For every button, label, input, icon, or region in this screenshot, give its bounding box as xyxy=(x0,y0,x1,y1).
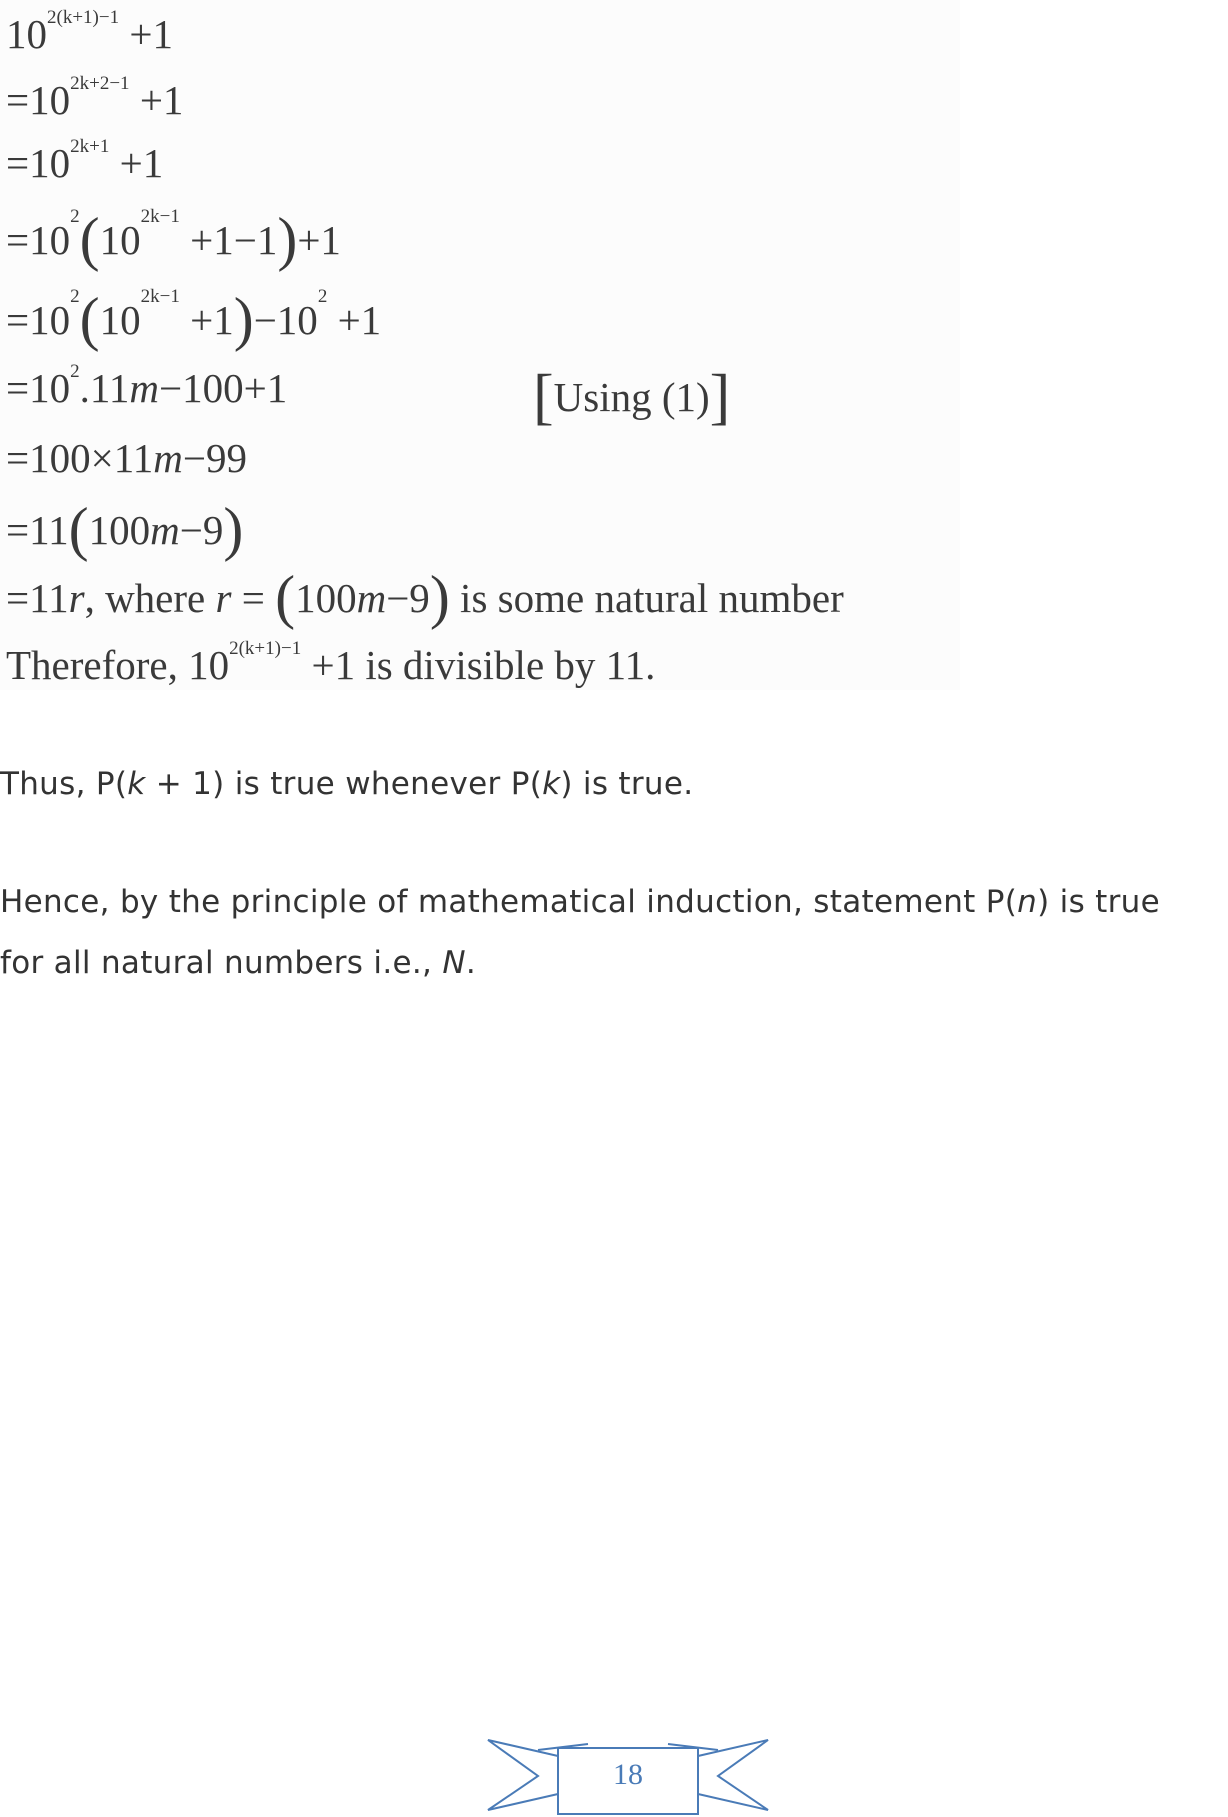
eq-text: , where xyxy=(84,575,216,621)
para-variable: k xyxy=(127,766,146,802)
equation-line-8 xyxy=(6,496,244,562)
eq-text: +1 is divisible by 11. xyxy=(301,642,656,688)
eq-variable: m xyxy=(129,365,159,411)
eq-text: =10 xyxy=(6,140,71,186)
right-paren: ) xyxy=(429,564,450,630)
equation-line-4 xyxy=(6,206,341,272)
right-paren: ) xyxy=(277,206,298,272)
para-text: Thus, P( xyxy=(0,766,128,802)
eq-variable: m xyxy=(150,507,180,553)
eq-text: +1 xyxy=(297,217,341,263)
eq-text: 10 xyxy=(99,217,141,263)
eq-text: =10 xyxy=(6,365,71,411)
eq-text: +1 xyxy=(119,11,173,57)
eq-exponent: 2k−1 xyxy=(140,206,180,227)
left-paren: ( xyxy=(79,206,100,272)
eq-text: −9 xyxy=(386,575,430,621)
eq-text: =10 xyxy=(6,297,71,343)
eq-exponent: 2(k+1)−1 xyxy=(47,7,120,28)
eq-variable: m xyxy=(153,435,183,481)
left-paren: ( xyxy=(68,496,89,562)
eq-text: =10 xyxy=(6,217,71,263)
para-text: . xyxy=(465,945,476,981)
left-bracket: [ xyxy=(533,363,554,431)
eq-exponent: 2 xyxy=(317,286,328,307)
equation-line-5 xyxy=(6,286,382,352)
equation-line-10 xyxy=(6,638,656,688)
conclusion-paragraph-1 xyxy=(0,766,694,802)
eq-text: = xyxy=(231,575,276,621)
para-text: ) is true. xyxy=(560,766,694,802)
eq-text: 10 xyxy=(6,11,47,57)
eq-variable: r xyxy=(68,575,85,621)
conclusion-paragraph-2-line-2 xyxy=(0,945,476,981)
eq-text: +1 xyxy=(129,77,184,123)
eq-text: Therefore, 10 xyxy=(6,642,230,688)
eq-text: =11 xyxy=(6,507,69,553)
eq-exponent: 2(k+1)−1 xyxy=(229,638,302,659)
equation-line-7 xyxy=(6,435,247,481)
equation-line-9 xyxy=(6,564,844,630)
para-variable: k xyxy=(542,766,561,802)
para-text: Hence, by the principle of mathematical induction, statement P( xyxy=(0,884,1018,920)
eq-text: +1 xyxy=(327,297,382,343)
page-number: 18 xyxy=(613,1758,643,1791)
right-paren: ) xyxy=(223,496,244,562)
eq-text: .11 xyxy=(79,365,130,411)
eq-exponent: 2k+1 xyxy=(70,136,110,157)
right-bracket: ] xyxy=(709,363,731,431)
para-variable: n xyxy=(1017,884,1038,920)
eq-exponent: 2k−1 xyxy=(140,286,180,307)
eq-text: =100×11 xyxy=(6,435,154,481)
eq-exponent: 2 xyxy=(70,361,80,382)
eq-exponent: 2 xyxy=(70,206,80,227)
eq-text: 100 xyxy=(88,507,151,553)
conclusion-paragraph-2-line-1 xyxy=(0,884,1160,920)
equation-line-3 xyxy=(6,136,164,186)
equation-image xyxy=(0,0,960,690)
eq-text: =11 xyxy=(6,575,69,621)
using-label: Using (1) xyxy=(553,374,710,420)
eq-text: 100 xyxy=(295,575,357,621)
equation-line-1 xyxy=(6,7,173,57)
left-paren: ( xyxy=(275,564,296,630)
equation-line-2 xyxy=(6,73,184,123)
page-number-badge xyxy=(483,1736,773,1816)
eq-text: is some natural number xyxy=(449,575,844,621)
eq-text: =10 xyxy=(6,77,71,123)
eq-text: −99 xyxy=(182,435,247,481)
eq-variable: m xyxy=(356,575,387,621)
para-text: for all natural numbers i.e., xyxy=(0,945,443,981)
using-reference xyxy=(533,360,731,431)
para-text: + 1) is true whenever P( xyxy=(145,766,543,802)
eq-text: 10 xyxy=(99,297,141,343)
eq-text: −9 xyxy=(179,507,224,553)
eq-text: +1−1 xyxy=(179,217,278,263)
para-variable: N xyxy=(442,945,466,981)
left-paren: ( xyxy=(79,286,100,352)
eq-variable: r xyxy=(215,575,232,621)
eq-exponent: 2k+2−1 xyxy=(70,73,130,94)
eq-exponent: 2 xyxy=(70,286,80,307)
eq-text: −100+1 xyxy=(158,365,288,411)
eq-text: +1 xyxy=(109,140,164,186)
eq-text: +1 xyxy=(179,297,234,343)
eq-text: −10 xyxy=(253,297,318,343)
right-paren: ) xyxy=(233,286,254,352)
para-text: ) is true xyxy=(1037,884,1160,920)
equation-line-6 xyxy=(6,361,288,411)
